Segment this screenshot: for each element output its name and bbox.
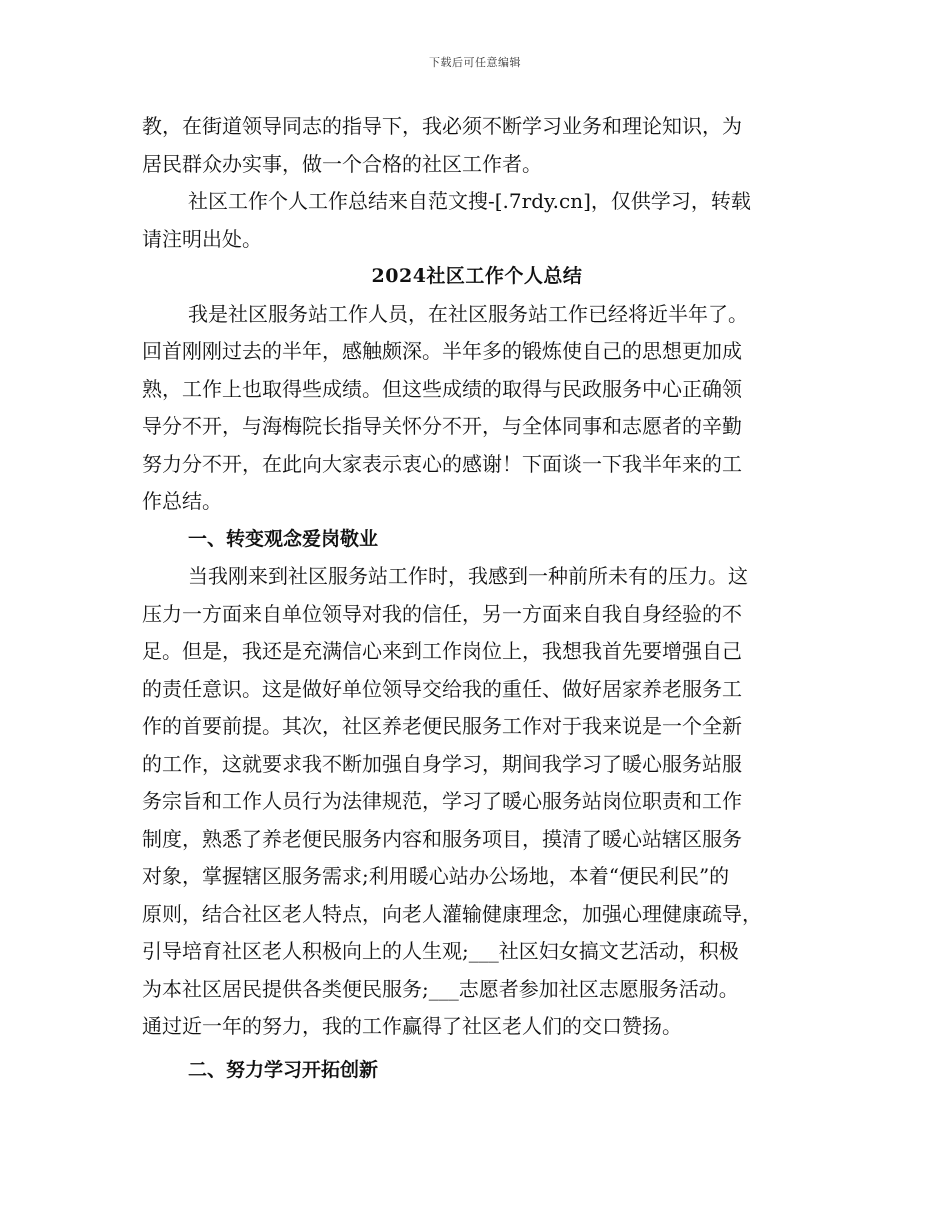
paragraph-line: 通过近一年的努力，我的工作赢得了社区老人们的交口赞扬。 bbox=[142, 1014, 682, 1038]
paragraph-source-note bbox=[142, 183, 812, 258]
paragraph-intro bbox=[142, 296, 812, 521]
page-header: 下载后可任意编辑 bbox=[429, 56, 521, 69]
section-heading-1: 一、转变观念爱岗敬业 bbox=[188, 527, 379, 550]
paragraph-line: 努力分不开，在此向大家表示衷心的感谢！下面谈一下我半年来的工 bbox=[142, 451, 742, 476]
paragraph-line: 为本社区居民提供各类便民服务;___志愿者参加社区志愿服务活动。 bbox=[142, 976, 739, 1001]
paragraph-line: 社区工作个人工作总结来自范文搜-[.7rdy.cn]，仅供学习，转载 bbox=[188, 189, 751, 213]
paragraph-line: 熟，工作上也取得些成绩。但这些成绩的取得与民政服务中心正确领 bbox=[142, 376, 742, 401]
paragraph-line: 居民群众办实事，做一个合格的社区工作者。 bbox=[142, 151, 542, 176]
paragraph-line: 导分不开，与海梅院长指导关怀分不开，与全体同事和志愿者的辛勤 bbox=[142, 414, 742, 438]
paragraph-line: 对象，掌握辖区服务需求;利用暖心站办公场地，本着“便民利民”的 bbox=[142, 864, 730, 888]
document-body bbox=[142, 108, 812, 1089]
paragraph-line: 务宗旨和工作人员行为法律规范，学习了暖心服务站岗位职责和工作 bbox=[142, 789, 742, 813]
paragraph-line: 引导培育社区老人积极向上的人生观;___社区妇女搞文艺活动，积极 bbox=[142, 939, 739, 963]
paragraph-line: 作总结。 bbox=[142, 489, 222, 513]
document-title: 2024社区工作个人总结 bbox=[371, 265, 583, 287]
paragraph-line: 请注明出处。 bbox=[142, 226, 262, 251]
paragraph-line: 原则，结合社区老人特点，向老人灌输健康理念，加强心理健康疏导， bbox=[142, 901, 762, 926]
paragraph-line: 的责任意识。这是做好单位领导交给我的重任、做好居家养老服务工 bbox=[142, 676, 742, 701]
paragraph-line: 回首刚刚过去的半年，感触颇深。半年多的锻炼使自己的思想更加成 bbox=[142, 339, 742, 363]
paragraph-line: 压力一方面来自单位领导对我的信任，另一方面来自我自身经验的不 bbox=[142, 601, 742, 626]
paragraph-line: 作的首要前提。其次，社区养老便民服务工作对于我来说是一个全新 bbox=[142, 714, 742, 738]
paragraph-line: 制度，熟悉了养老便民服务内容和服务项目，摸清了暖心站辖区服务 bbox=[142, 826, 742, 851]
paragraph-line: 足。但是，我还是充满信心来到工作岗位上，我想我首先要增强自己 bbox=[142, 639, 742, 663]
paragraph-line: 当我刚来到社区服务站工作时，我感到一种前所未有的压力。这 bbox=[188, 564, 748, 588]
section-heading-2: 二、努力学习开拓创新 bbox=[188, 1058, 379, 1081]
paragraph-line: 我是社区服务站工作人员，在社区服务站工作已经将近半年了。 bbox=[188, 301, 748, 326]
paragraph-continuation bbox=[142, 108, 812, 183]
paragraph-line: 教，在街道领导同志的指导下，我必须不断学习业务和理论知识，为 bbox=[142, 114, 742, 138]
paragraph-line: 的工作，这就要求我不断加强自身学习，期间我学习了暖心服务站服 bbox=[142, 751, 742, 776]
paragraph-section-1 bbox=[142, 558, 812, 1046]
